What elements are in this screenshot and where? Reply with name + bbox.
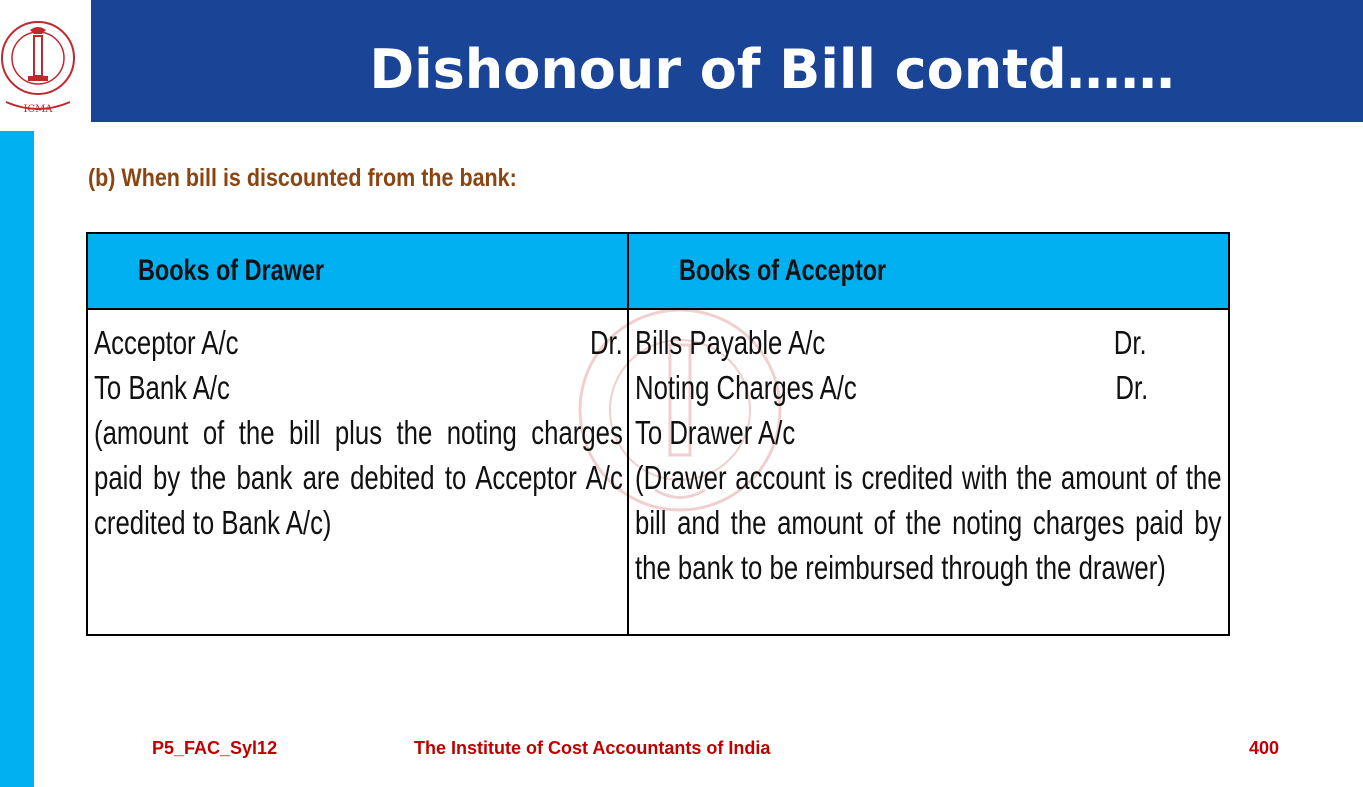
journal-line bbox=[94, 320, 623, 365]
table-header-row bbox=[87, 233, 1229, 309]
debit-marker: Dr. bbox=[1113, 324, 1147, 361]
header-books-of-drawer bbox=[87, 233, 628, 309]
journal-line bbox=[635, 365, 1222, 410]
header-label: Books of Drawer bbox=[138, 254, 324, 287]
account-name: To Drawer A/c bbox=[635, 414, 796, 451]
institute-logo-icon bbox=[0, 0, 90, 122]
journal-line bbox=[94, 365, 623, 410]
institute-logo bbox=[0, 0, 90, 122]
debit-marker: Dr. bbox=[1115, 369, 1149, 406]
narration: (amount of the bill plus the noting charges paid by the bank are debited to Acceptor A/c credited to Bank A/c) bbox=[94, 414, 623, 541]
side-accent-stripe bbox=[0, 131, 34, 787]
footer-page-number: 400 bbox=[1249, 738, 1280, 758]
journal-table bbox=[86, 232, 1228, 636]
account-name: Bills Payable A/c bbox=[635, 324, 826, 361]
account-name: To Bank A/c bbox=[94, 369, 230, 406]
debit-marker: Dr. bbox=[589, 324, 623, 361]
drawer-cell bbox=[87, 309, 628, 635]
acceptor-cell bbox=[628, 309, 1229, 635]
title-bar bbox=[91, 0, 1363, 122]
account-name: Acceptor A/c bbox=[94, 324, 239, 361]
header-books-of-acceptor bbox=[628, 233, 1229, 309]
journal-line bbox=[635, 410, 1222, 455]
table-row bbox=[87, 309, 1229, 635]
section-subtitle: (b) When bill is discounted from the bank: bbox=[88, 164, 517, 192]
page-title: Dishonour of Bill contd…… bbox=[369, 38, 1175, 101]
account-name: Noting Charges A/c bbox=[635, 369, 857, 406]
header-label: Books of Acceptor bbox=[679, 254, 887, 287]
narration: (Drawer account is credited with the amount of the bill and the amount of the noting charges paid by the bank to be reimbursed through the drawer) bbox=[635, 459, 1222, 586]
footer-institute-name: The Institute of Cost Accountants of India bbox=[414, 738, 771, 758]
journal-line bbox=[635, 320, 1222, 365]
svg-text:ICMA: ICMA bbox=[23, 104, 53, 115]
footer-course-code: P5_FAC_Syl12 bbox=[152, 738, 278, 758]
